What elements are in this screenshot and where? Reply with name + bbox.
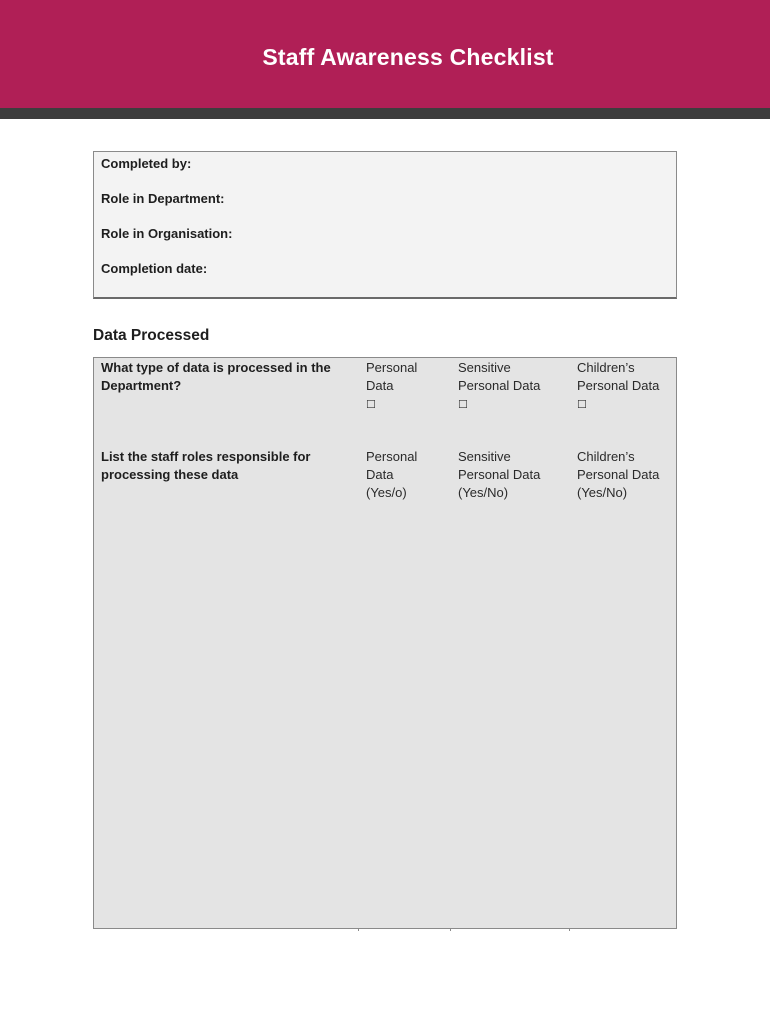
- option-label: Sensitive: [458, 360, 511, 375]
- header-divider: [0, 108, 770, 119]
- childrens-personal-data-checkbox[interactable]: ☐: [577, 398, 587, 411]
- page-title: Staff Awareness Checklist: [262, 44, 554, 70]
- sensitive-personal-data-option[interactable]: [458, 359, 540, 414]
- column-label: Data: [366, 467, 394, 482]
- completion-info-box: [93, 151, 677, 299]
- column-divider: [569, 928, 570, 931]
- header-band: [0, 0, 770, 108]
- option-label: Personal Data: [458, 378, 541, 393]
- childrens-personal-data-option[interactable]: [577, 359, 659, 414]
- data-processed-table: [93, 357, 677, 929]
- option-label: Children’s: [577, 360, 635, 375]
- column-label: Personal: [366, 449, 418, 464]
- column-divider: [358, 928, 359, 931]
- yes-no-hint: (Yes/o): [366, 485, 407, 500]
- childrens-personal-data-column: [577, 448, 659, 502]
- sensitive-personal-data-column: [458, 448, 540, 502]
- yes-no-hint: (Yes/No): [458, 485, 509, 500]
- role-in-organisation-field[interactable]: Role in Organisation:: [101, 226, 233, 241]
- column-label: Personal Data: [577, 467, 660, 482]
- option-label: Personal: [366, 360, 418, 375]
- option-label: Personal Data: [577, 378, 660, 393]
- completion-date-field[interactable]: Completion date:: [101, 261, 208, 276]
- sensitive-personal-data-checkbox[interactable]: ☐: [458, 398, 468, 411]
- personal-data-column: [366, 448, 417, 502]
- staff-roles-entry-area[interactable]: [101, 518, 667, 918]
- yes-no-hint: (Yes/No): [577, 485, 628, 500]
- column-label: Personal Data: [458, 467, 541, 482]
- completed-by-field[interactable]: Completed by:: [101, 156, 192, 171]
- column-label: Children’s: [577, 449, 635, 464]
- personal-data-checkbox[interactable]: ☐: [366, 398, 376, 411]
- option-label: Data: [366, 378, 394, 393]
- column-divider: [450, 928, 451, 931]
- personal-data-option[interactable]: [366, 359, 417, 414]
- role-in-department-field[interactable]: Role in Department:: [101, 191, 225, 206]
- staff-roles-question: List the staff roles responsible for processing these data: [101, 449, 311, 482]
- data-type-question: What type of data is processed in the Department?: [101, 360, 331, 393]
- data-processed-heading: Data Processed: [93, 327, 210, 344]
- column-label: Sensitive: [458, 449, 511, 464]
